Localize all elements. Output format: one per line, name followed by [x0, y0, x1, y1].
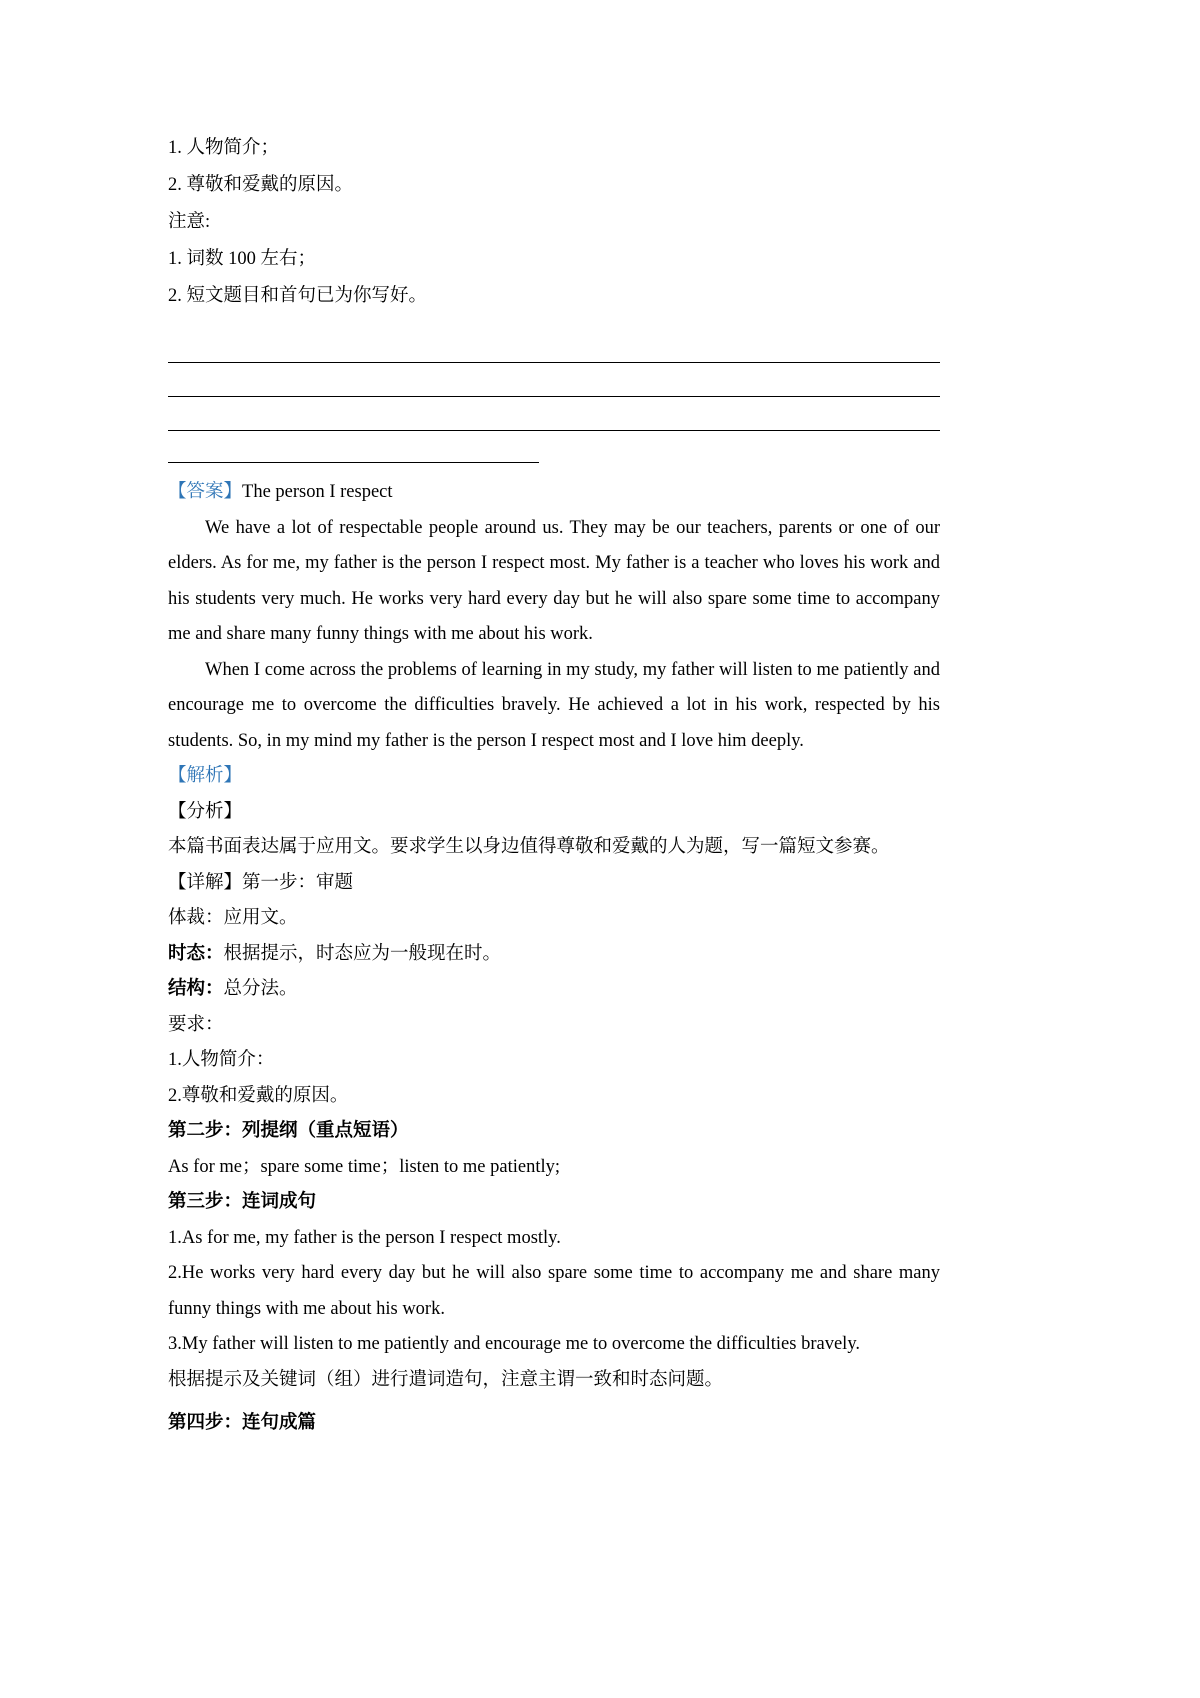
- sentence-1: 1.As for me, my father is the person I respect mostly.: [168, 1227, 561, 1248]
- answer-blank-line-3: [168, 397, 940, 431]
- prompt-notice: 注意:: [168, 212, 211, 232]
- sentence-3: 3.My father will listen to me patiently and encourage me to overcome the difficulties bravely.: [168, 1334, 860, 1354]
- structure-label: 结构：: [168, 979, 224, 999]
- step1-title: 第一步：审题: [242, 872, 354, 893]
- tense-label: 时态：: [168, 943, 224, 964]
- prompt-block: [168, 130, 940, 315]
- requirements-label: 要求：: [168, 1014, 224, 1035]
- analysis-overview: 本篇书面表达属于应用文。要求学生以身边值得尊敬和爱戴的人为题，写一篇短文参赛。: [168, 837, 890, 857]
- answer-title: The person I respect: [242, 482, 393, 502]
- prompt-note-2: 2. 短文题目和首句已为你写好。: [168, 286, 428, 306]
- answer-paragraph-1: We have a lot of respectable people around us. They may be our teachers, parents or one of our elders. As for me, my father is the person I respect most. My father is a teacher who loves his work and his students very much. He works very hard every day but he will also spare some time to accompany me and share many funny things with me about his work.: [168, 517, 940, 644]
- step3-title: 第三步：连词成句: [168, 1192, 317, 1212]
- requirement-1: 1.人物简介：: [168, 1050, 275, 1070]
- structure-line: [168, 972, 940, 1008]
- requirement-2: 2.尊敬和爱戴的原因。: [168, 1085, 349, 1106]
- answer-heading: [168, 475, 940, 511]
- key-phrases-line: As for me；spare some time；listen to me patiently;: [168, 1156, 561, 1177]
- analysis-heading: [168, 759, 940, 795]
- step4-title: 第四步：连句成篇: [168, 1413, 317, 1433]
- answer-paragraph-2: When I come across the problems of learning in my study, my father will listen to me patiently and encourage me to overcome the difficulties bravely. He achieved a lot in his work, respected by his students. So, in my mind my father is the person I respect most and I love him deeply.: [168, 659, 940, 751]
- analysis-label: 【解析】: [168, 766, 243, 786]
- answer-blank-line-2: [168, 363, 940, 397]
- answer-blank-line-4: [168, 431, 539, 463]
- answer-blank-lines: [168, 329, 940, 463]
- tense-line: [168, 937, 940, 973]
- sentence-note: 根据提示及关键词（组）进行遣词造句，注意主谓一致和时态问题。: [168, 1369, 724, 1390]
- xiangjie-step1-line: [168, 866, 940, 902]
- sentence-2: 2.He works very hard every day but he will also spare some time to accompany me and share many funny things with me about his work.: [168, 1263, 940, 1319]
- fenxi-heading: [168, 795, 940, 831]
- prompt-point-1: 1. 人物简介；: [168, 138, 280, 158]
- tense-text: 根据提示，时态应为一般现在时。: [223, 943, 502, 964]
- structure-text: 总分法。: [223, 979, 298, 999]
- answer-blank-line-1: [168, 329, 940, 363]
- xiangjie-label: 【详解】: [168, 872, 243, 893]
- prompt-note-1: 1. 词数 100 左右；: [168, 249, 317, 269]
- fenxi-label: 【分析】: [168, 801, 243, 822]
- answer-label: 【答案】: [168, 482, 243, 502]
- genre-line: 体裁：应用文。: [168, 908, 298, 928]
- prompt-point-2: 2. 尊敬和爱戴的原因。: [168, 175, 354, 195]
- step2-title: 第二步：列提纲（重点短语）: [168, 1121, 409, 1141]
